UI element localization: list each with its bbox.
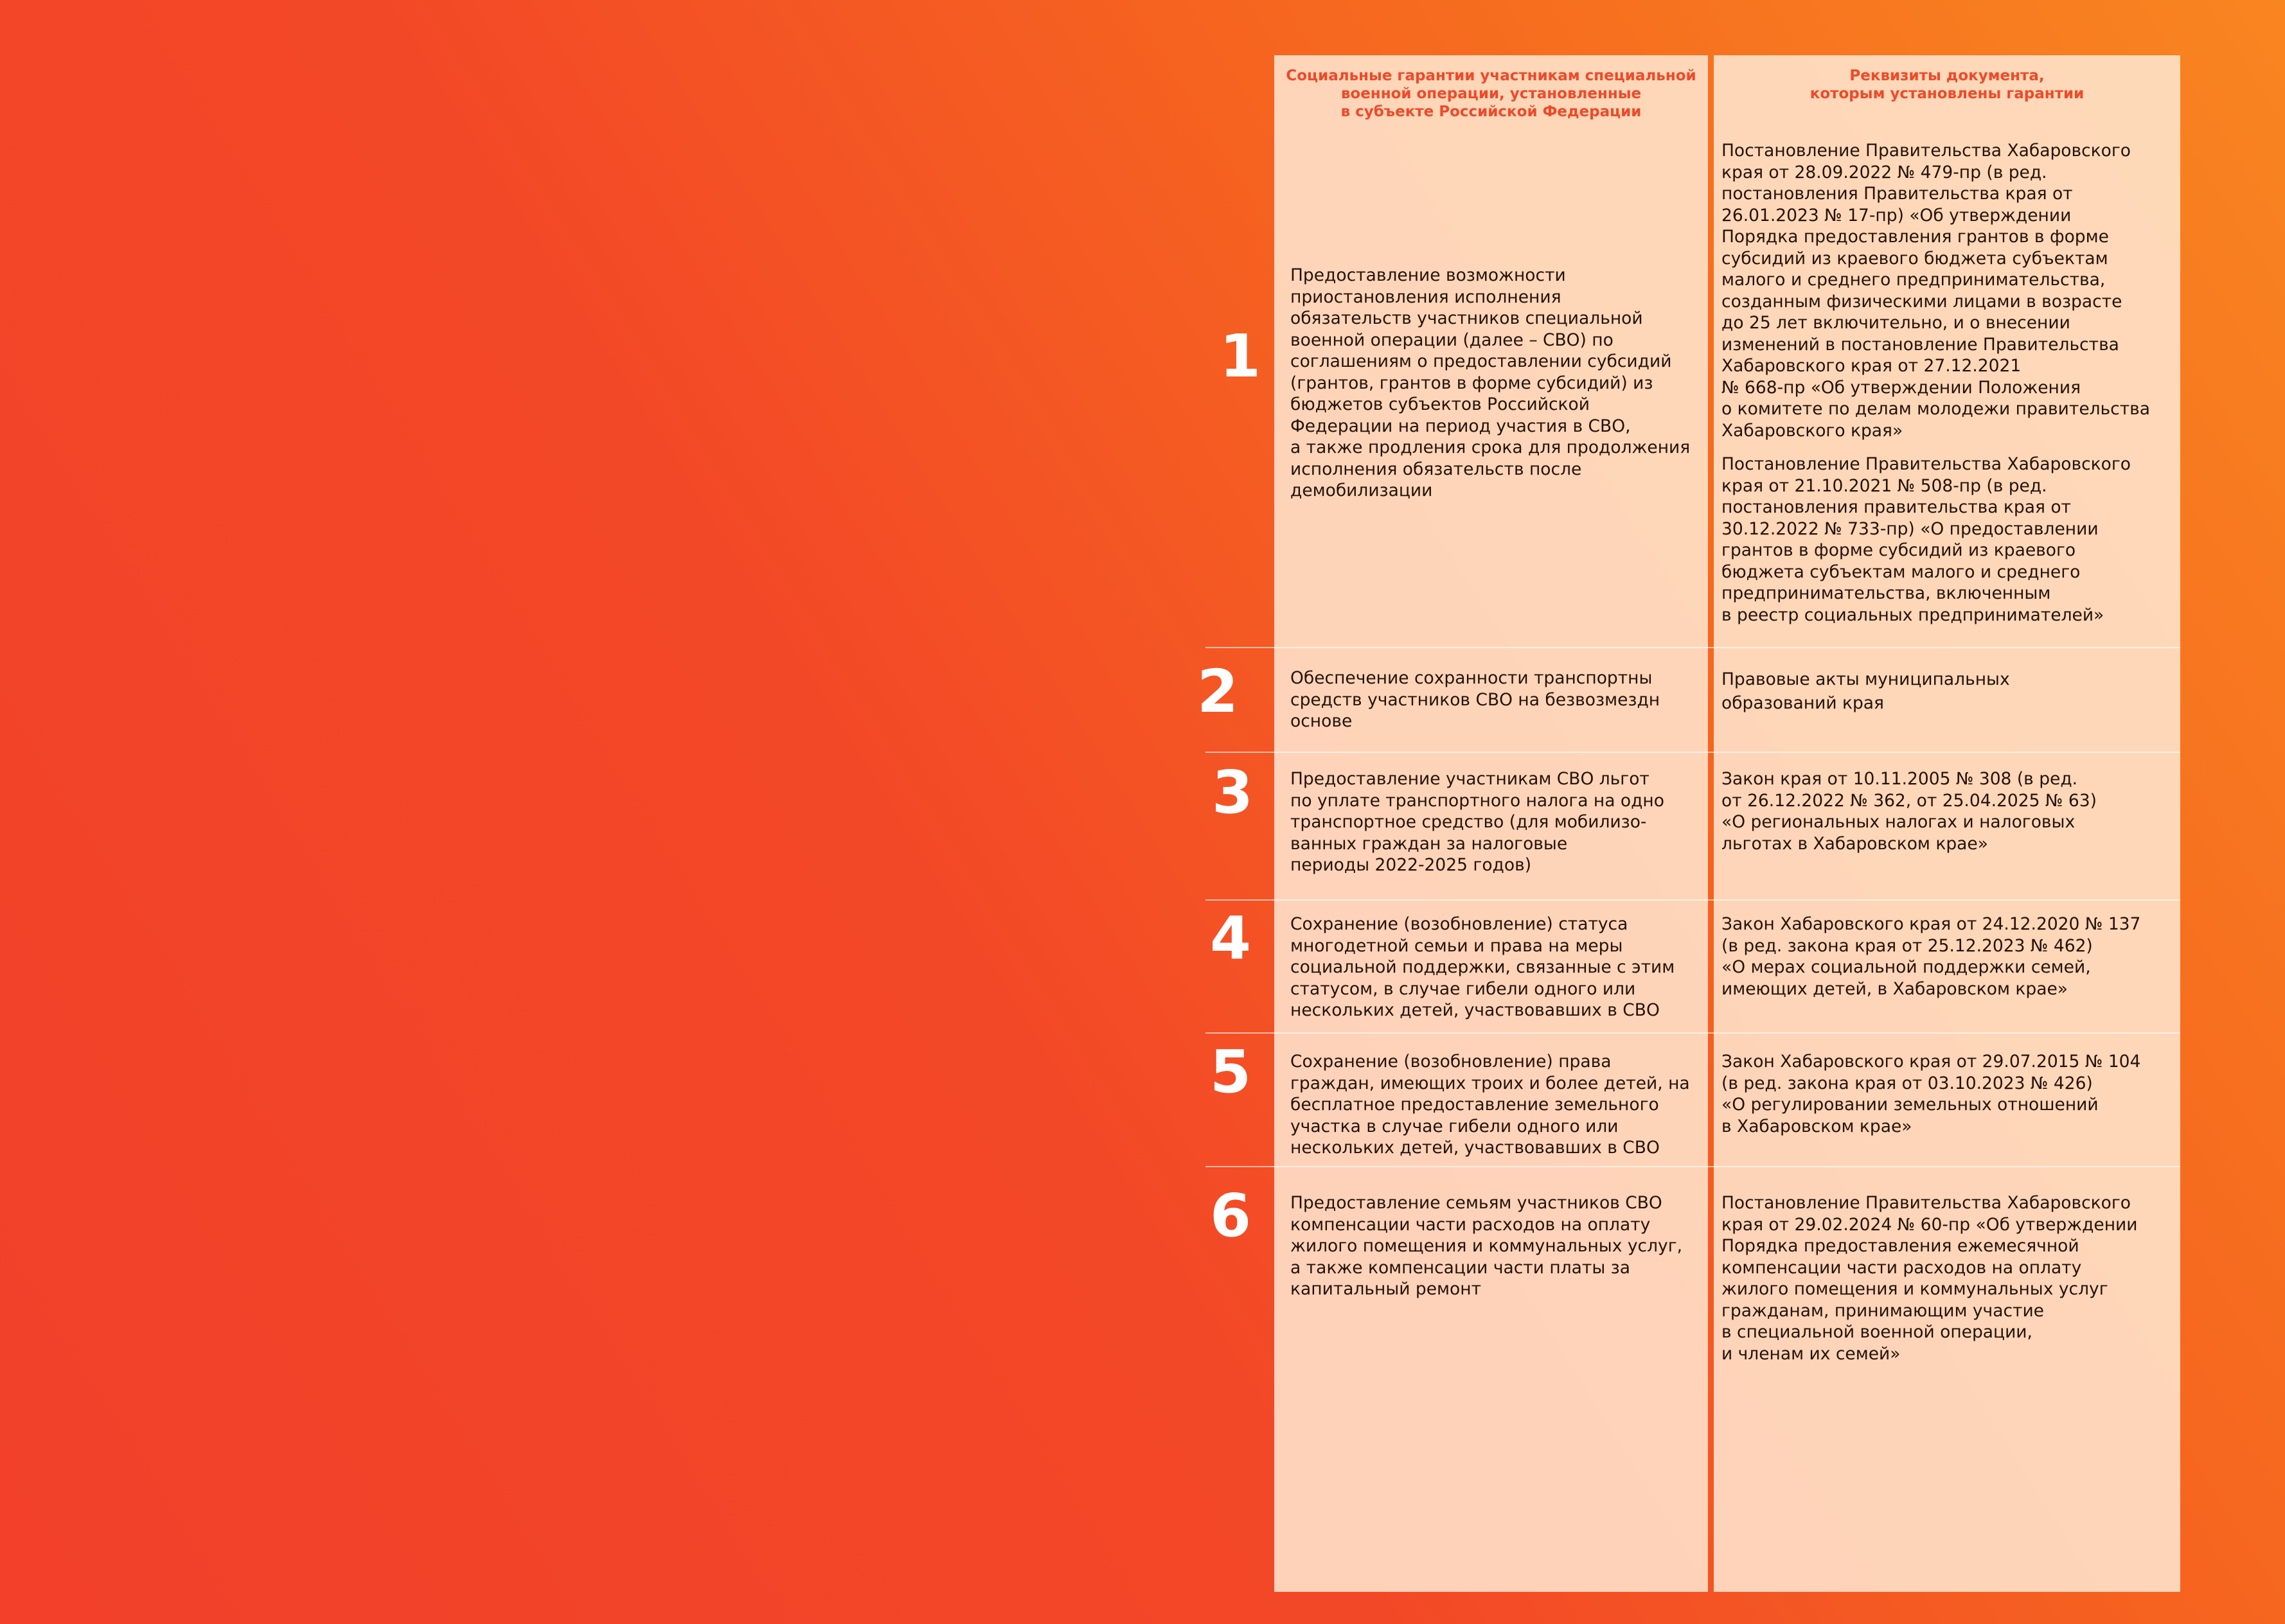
document-text-2: Правовые акты муниципальных образований края [1721, 669, 2010, 713]
document-text-1a: Постановление Правительства Хабаровского края от 28.09.2022 № 479-пр (в ред. постановления Правительства края от 26.01.2023 № 17-пр) «Об утверждении Порядка предоставления грантов в форме субсидий из краевого бюджета субъектам малого и среднего предпринимательства, созданным физическими лицами в возрасте до 25 лет включительно, и о внесении изменений в постановление Правительства Хабаровского края от 27.12.2021 № 668-пр «Об утверждении Положения о комитете по делам молодежи правительства Хабаровского края» [1721, 141, 2151, 441]
guarantee-text-6: Предоставление семьям участников СВО компенсации части расходов на оплату жилого помещения и коммунальных услуг, а также компенсации части платы за капитальный ремонт [1290, 1193, 1683, 1299]
guarantee-text-2: Обеспечение сохранности транспортны средств участников СВО на безвозмездн основе [1290, 668, 1660, 731]
row-number-2: 2 [1196, 657, 1238, 726]
document-text-5: Закон Хабаровского края от 29.07.2015 № 104 (в ред. закона края от 03.10.2023 № 426) «О регулировании земельных отношений в Хабаровском крае» [1721, 1052, 2141, 1136]
guarantee-text-3: Предоставление участникам СВО льгот по уплате транспортного налога на одно транспортное средство (для мобилизо- ванных граждан за налоговые периоды 2022-2025 годов) [1290, 769, 1664, 875]
header-guarantees: Социальные гарантии участникам специальной военной операции, установленные в субъекте Российской Федерации [1286, 67, 1696, 120]
row-number-3: 3 [1211, 758, 1253, 827]
header-documents: Реквизиты документа, которым установлены гарантии [1809, 67, 2085, 102]
row-separator [1205, 1166, 2180, 1167]
document-text-1b: Постановление Правительства Хабаровского края от 21.10.2021 № 508-пр (в ред. постановления правительства края от 30.12.2022 № 733-пр) «О предоставлении грантов в форме субсидий из краевого бюджета субъектам малого и среднего предпринимательства, включенным в реестр социальных предпринимателей» [1721, 454, 2131, 625]
row-separator [1205, 752, 2180, 753]
row-number-5: 5 [1209, 1037, 1251, 1106]
row-number-6: 6 [1209, 1181, 1251, 1250]
document-text-3: Закон края от 10.11.2005 № 308 (в ред. от 26.12.2022 № 362, от 25.04.2025 № 63) «О региональных налогах и налоговых льготах в Хабаровском крае» [1721, 769, 2097, 854]
row-separator [1205, 1032, 2180, 1034]
guarantee-text-5: Сохранение (возобновление) права граждан, имеющих троих и более детей, на бесплатное предоставление земельного участка в случае гибели одного или нескольких детей, участвовавших в СВО [1290, 1052, 1690, 1158]
document-text-4: Закон Хабаровского края от 24.12.2020 № 137 (в ред. закона края от 25.12.2023 № 462) «О мерах социальной поддержки семей, имеющих детей, в Хабаровском крае» [1721, 914, 2141, 999]
guarantee-text-1: Предоставление возможности приостановления исполнения обязательств участников специальной военной операции (далее – СВО) по соглашениям о предоставлении субсидий (грантов, грантов в форме субсидий) из бюджетов субъектов Российской Федерации на период участия в СВО, а также продления срока для продолжения исполнения обязательств после демобилизации [1290, 265, 1691, 500]
row-separator [1205, 647, 2180, 648]
row-number-1: 1 [1219, 322, 1261, 391]
document-text-6: Постановление Правительства Хабаровского края от 29.02.2024 № 60-пр «Об утверждении Порядка предоставления ежемесячной компенсации части расходов на оплату жилого помещения и коммунальных услуг гражданам, принимающим участие в специальной военной операции, и членам их семей» [1721, 1193, 2138, 1364]
guarantee-text-4: Сохранение (возобновление) статуса многодетной семьи и права на меры социальной поддержки, связанные с этим статусом, в случае гибели одного или нескольких детей, участвовавших в СВО [1290, 914, 1675, 1020]
row-number-4: 4 [1209, 904, 1251, 973]
row-separator [1205, 899, 2180, 901]
